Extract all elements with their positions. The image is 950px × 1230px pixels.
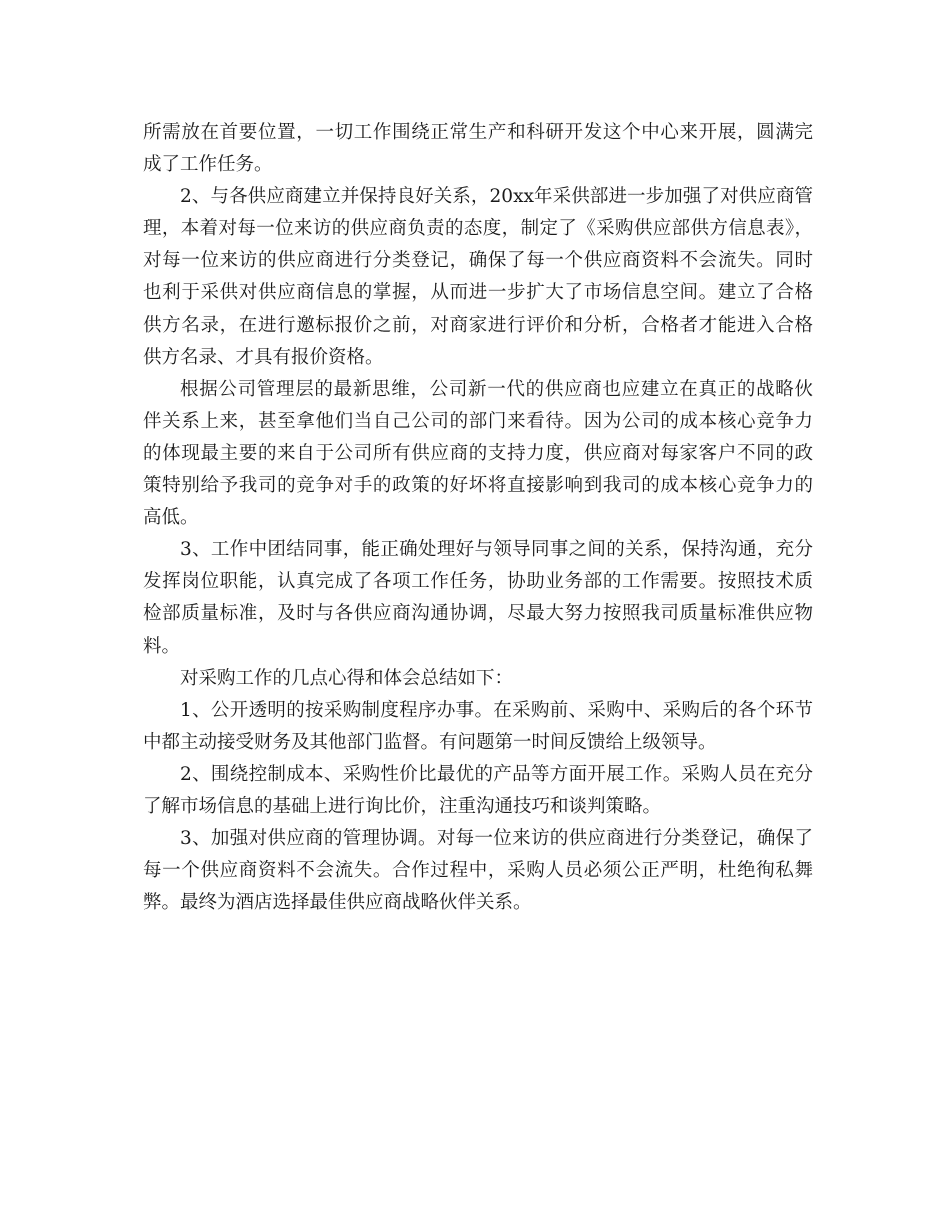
text-line: 根据公司管理层的最新思维，公司新一代的供应商也应建立在真正的战略伙 bbox=[180, 378, 813, 400]
text-line: 也利于采供对供应商信息的掌握，从而进一步扩大了市场信息空间。建立了合格 bbox=[143, 282, 813, 304]
text-line: 成了工作任务。 bbox=[143, 154, 273, 176]
text-line: 3、加强对供应商的管理协调。对每一位来访的供应商进行分类登记，确保了 bbox=[180, 828, 813, 850]
text-line: 1、公开透明的按采购制度程序办事。在采购前、采购中、采购后的各个环节 bbox=[180, 699, 813, 721]
text-line: 中都主动接受财务及其他部门监督。有问题第一时间反馈给上级领导。 bbox=[143, 731, 717, 753]
text-line: 理，本着对每一位来访的供应商负责的态度，制定了《采购供应部供方信息表》， bbox=[143, 218, 813, 240]
text-line: 2、围绕控制成本、采购性价比最优的产品等方面开展工作。采购人员在充分 bbox=[180, 763, 813, 785]
text-line: 供方名录、才具有报价资格。 bbox=[143, 346, 384, 368]
text-line: 检部质量标准，及时与各供应商沟通协调，尽最大努力按照我司质量标准供应物 bbox=[143, 603, 813, 625]
text-line: 弊。最终为酒店选择最佳供应商战略伙伴关系。 bbox=[143, 892, 532, 914]
text-line: 每一个供应商资料不会流失。合作过程中，采购人员必须公正严明，杜绝徇私舞 bbox=[143, 860, 813, 882]
text-line: 发挥岗位职能，认真完成了各项工作任务，协助业务部的工作需要。按照技术质 bbox=[143, 571, 813, 593]
text-line: 所需放在首要位置，一切工作围绕正常生产和科研开发这个中心来开展，圆满完 bbox=[143, 122, 813, 143]
text-line: 对每一位来访的供应商进行分类登记，确保了每一个供应商资料不会流失。同时 bbox=[143, 250, 813, 272]
text-line: 了解市场信息的基础上进行询比价，注重沟通技巧和谈判策略。 bbox=[143, 795, 662, 817]
text-line: 3、工作中团结同事，能正确处理好与领导同事之间的关系，保持沟通，充分 bbox=[180, 539, 813, 561]
text-line: 高低。 bbox=[143, 507, 199, 529]
text-line: 策特别给予我司的竞争对手的政策的好坏将直接影响到我司的成本核心竞争力的 bbox=[143, 475, 813, 497]
text-line: 的体现最主要的来自于公司所有供应商的支持力度，供应商对每家客户不同的政 bbox=[143, 442, 813, 464]
text-line: 2、与各供应商建立并保持良好关系，20xx年采供部进一步加强了对供应商管 bbox=[180, 186, 813, 208]
text-line: 对采购工作的几点心得和体会总结如下： bbox=[180, 667, 514, 689]
document-body bbox=[143, 117, 813, 919]
text-line: 供方名录，在进行邀标报价之前，对商家进行评价和分析，合格者才能进入合格 bbox=[143, 314, 813, 336]
text-line: 伴关系上来，甚至拿他们当自己公司的部门来看待。因为公司的成本核心竞争力 bbox=[143, 410, 813, 432]
text-line: 料。 bbox=[143, 635, 181, 657]
